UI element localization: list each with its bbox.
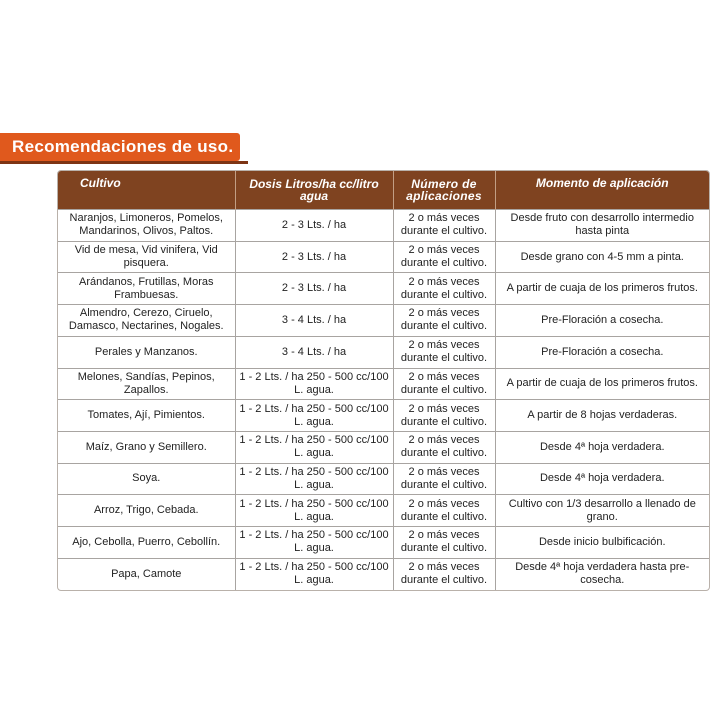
cell-numero: 2 o más veces durante el cultivo. bbox=[393, 495, 495, 527]
cell-numero: 2 o más veces durante el cultivo. bbox=[393, 431, 495, 463]
cell-momento: Desde 4ª hoja verdadera. bbox=[495, 431, 709, 463]
cell-numero: 2 o más veces durante el cultivo. bbox=[393, 241, 495, 273]
cell-dosis: 3 - 4 Lts. / ha bbox=[235, 305, 393, 337]
section-title: Recomendaciones de uso. bbox=[12, 137, 234, 156]
table-row bbox=[58, 558, 709, 590]
cell-momento: Pre-Floración a cosecha. bbox=[495, 305, 709, 337]
cell-numero: 2 o más veces durante el cultivo. bbox=[393, 400, 495, 432]
table-row bbox=[58, 273, 709, 305]
cell-momento: Desde 4ª hoja verdadera hasta pre-cosecha. bbox=[495, 558, 709, 590]
table-row bbox=[58, 241, 709, 273]
cell-cultivo: Soya. bbox=[58, 463, 235, 495]
header-cultivo: Cultivo bbox=[58, 171, 235, 210]
cell-cultivo: Papa, Camote bbox=[58, 558, 235, 590]
table-row bbox=[58, 463, 709, 495]
cell-momento: Desde fruto con desarrollo intermedio hasta pinta bbox=[495, 210, 709, 242]
cell-momento: A partir de 8 hojas verdaderas. bbox=[495, 400, 709, 432]
cell-dosis: 2 - 3 Lts. / ha bbox=[235, 241, 393, 273]
banner-shadow bbox=[0, 161, 248, 164]
cell-cultivo: Arroz, Trigo, Cebada. bbox=[58, 495, 235, 527]
cell-numero: 2 o más veces durante el cultivo. bbox=[393, 210, 495, 242]
header-numero-aplicaciones: Número de aplicaciones bbox=[393, 171, 495, 210]
cell-numero: 2 o más veces durante el cultivo. bbox=[393, 273, 495, 305]
table-row bbox=[58, 527, 709, 559]
table-row bbox=[58, 336, 709, 368]
cell-dosis: 1 - 2 Lts. / ha 250 - 500 cc/100 L. agua. bbox=[235, 463, 393, 495]
cell-dosis: 1 - 2 Lts. / ha 250 - 500 cc/100 L. agua. bbox=[235, 558, 393, 590]
recommendations-table bbox=[57, 170, 710, 591]
cell-cultivo: Arándanos, Frutillas, Moras Frambuesas. bbox=[58, 273, 235, 305]
cell-cultivo: Tomates, Ají, Pimientos. bbox=[58, 400, 235, 432]
table-row bbox=[58, 431, 709, 463]
cell-numero: 2 o más veces durante el cultivo. bbox=[393, 368, 495, 400]
header-dosis: Dosis Litros/ha cc/litro agua bbox=[235, 171, 393, 210]
cell-dosis: 1 - 2 Lts. / ha 250 - 500 cc/100 L. agua. bbox=[235, 431, 393, 463]
cell-momento: A partir de cuaja de los primeros frutos. bbox=[495, 273, 709, 305]
cell-dosis: 1 - 2 Lts. / ha 250 - 500 cc/100 L. agua. bbox=[235, 400, 393, 432]
table-row bbox=[58, 400, 709, 432]
cell-momento: Cultivo con 1/3 desarrollo a llenado de grano. bbox=[495, 495, 709, 527]
cell-cultivo: Perales y Manzanos. bbox=[58, 336, 235, 368]
cell-momento: Desde 4ª hoja verdadera. bbox=[495, 463, 709, 495]
cell-cultivo: Maíz, Grano y Semillero. bbox=[58, 431, 235, 463]
table-row bbox=[58, 305, 709, 337]
header-momento-aplicacion: Momento de aplicación bbox=[495, 171, 709, 210]
cell-dosis: 2 - 3 Lts. / ha bbox=[235, 210, 393, 242]
cell-momento: Desde inicio bulbificación. bbox=[495, 527, 709, 559]
cell-dosis: 2 - 3 Lts. / ha bbox=[235, 273, 393, 305]
cell-dosis: 1 - 2 Lts. / ha 250 - 500 cc/100 L. agua. bbox=[235, 495, 393, 527]
cell-numero: 2 o más veces durante el cultivo. bbox=[393, 305, 495, 337]
cell-cultivo: Naranjos, Limoneros, Pomelos, Mandarinos, Olivos, Paltos. bbox=[58, 210, 235, 242]
cell-dosis: 3 - 4 Lts. / ha bbox=[235, 336, 393, 368]
cell-cultivo: Almendro, Cerezo, Ciruelo, Damasco, Nectarines, Nogales. bbox=[58, 305, 235, 337]
cell-momento: Desde grano con 4-5 mm a pinta. bbox=[495, 241, 709, 273]
cell-numero: 2 o más veces durante el cultivo. bbox=[393, 336, 495, 368]
cell-numero: 2 o más veces durante el cultivo. bbox=[393, 527, 495, 559]
cell-cultivo: Melones, Sandías, Pepinos, Zapallos. bbox=[58, 368, 235, 400]
cell-cultivo: Vid de mesa, Vid vinifera, Vid pisquera. bbox=[58, 241, 235, 273]
cell-dosis: 1 - 2 Lts. / ha 250 - 500 cc/100 L. agua. bbox=[235, 368, 393, 400]
cell-momento: Pre-Floración a cosecha. bbox=[495, 336, 709, 368]
cell-momento: A partir de cuaja de los primeros frutos. bbox=[495, 368, 709, 400]
table-header-row bbox=[58, 171, 709, 210]
cell-dosis: 1 - 2 Lts. / ha 250 - 500 cc/100 L. agua. bbox=[235, 527, 393, 559]
cell-numero: 2 o más veces durante el cultivo. bbox=[393, 558, 495, 590]
section-banner bbox=[0, 133, 240, 161]
table-row bbox=[58, 495, 709, 527]
table-row bbox=[58, 210, 709, 242]
table-row bbox=[58, 368, 709, 400]
cell-numero: 2 o más veces durante el cultivo. bbox=[393, 463, 495, 495]
cell-cultivo: Ajo, Cebolla, Puerro, Cebollín. bbox=[58, 527, 235, 559]
